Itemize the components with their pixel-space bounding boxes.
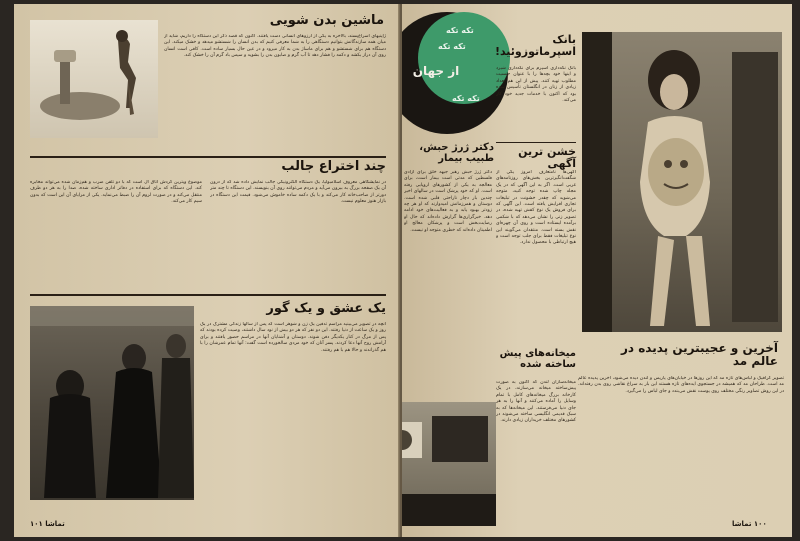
article-title-pubs: میخانه‌های پیش ساخته شده	[499, 348, 576, 370]
funeral-photo	[30, 306, 194, 500]
article-body-harsh-ad: آگهی‌ها نامتعارف امروز یکی از شگفت‌انگیزترین بخش‌های روزنامه‌های غربی است. اگر به این آگهی که در یک مجله چاپ شده توجه کنید، متوجه می‌شوید که چقدر خشونت در تبلیغات تجاری افزایش یافته است. این آگهی که برای فروش یک نوع کفش تهیه شده، در تصویر زنی را نشان می‌دهد که با شکمی برآمده ایستاده است و روی آن چهره‌ای نقش بسته است. منتقدان می‌گویند این نوع تبلیغات فقط برای جلب توجه است و هیچ ارتباطی با محصول ندارد.	[496, 170, 576, 246]
article-title-sperm-bank: بانک اسپرماتوزوئید!	[494, 33, 576, 59]
article-body-pubs: میخانه‌سازان لندن که اکنون به صورت پیش‌ساخته میخانه می‌سازند، در یک کارخانه بزرگ میخانه‌های کامل با تمام وسایل را آماده می‌کنند و آنها را به هر جای دنیا می‌فرستند. این میخانه‌ها که به سبک قدیمی انگلیسی ساخته می‌شوند در کشورهای مختلف خریداران زیادی دارند.	[496, 380, 576, 424]
fashion-photo	[582, 32, 782, 332]
badge-repeat-1: تکه تکه	[446, 26, 474, 35]
section-divider	[496, 142, 576, 143]
magazine-logo: تماشا	[45, 520, 65, 528]
funeral-illustration	[30, 306, 194, 500]
left-page	[14, 4, 400, 537]
article-title-habash: دکتر ژرژ حبش، طبیب بیمار	[419, 142, 494, 164]
article-body-inventions-left: موضوع ویترین گردش اتاق آل‌ است که با دو تلفن ضرب و هم‌زمان شده می‌تواند مخابره کند. این دستگاه که برای استفاده در دفاتر اداری ساخته شده، صدا را به هر دو طرف منتقل می‌کند و در صورت لزوم آن را ضبط می‌نماید. یکی از مزایای آن این است که بدون سیم کار می‌کند.	[30, 180, 202, 205]
badge-repeat-3: تکه تکه	[452, 94, 480, 103]
badge-label: از جهان	[412, 64, 460, 78]
bath-machine-photo	[30, 20, 158, 138]
article-title-fashion: آخرین و عجیبترین پدیده در عالم مد	[620, 341, 778, 369]
article-body-bath-machine: ژاپنیهای اسراع‌پسند، بالاخره به یکی از آرزوهای انسانی دست یافتند. اکنون که قصد ذکر این دستگاه را داریم، شاید از میان همه سازندگانش بتوانیم دستگاهی را به شما معرفی کنیم که بدن انسان را شستشو میدهد و خشک میکند. این دستگاه هم برای شستشو و هم برای ماساژ بدن به کار میرود و در عین حال بسیار ساده است. کافی است انسان روی آن دراز بکشد و دکمه را فشار دهد تا آب گرم و صابون بدن را بشوید و سپس باد گرم آن را خشک کند.	[164, 34, 386, 59]
magazine-logo: تماشا	[732, 520, 752, 528]
section-divider	[30, 156, 386, 158]
article-title-love-grave: یک عشق و یک گور	[266, 301, 386, 316]
badge-repeat-2: تکه تکه	[438, 42, 466, 51]
article-title-inventions: چند اختراع جالب	[281, 159, 386, 174]
fashion-illustration	[582, 32, 782, 332]
article-title-bath-machine: ماشین بدن شویی	[269, 13, 384, 28]
article-body-habash: دکتر ژرژ حبش رهبر جبهه خلق برای آزادی فلسطین که مدتی است بیمار است، برای معالجه به یکی از کشورهای اروپایی رفته است. او که خود پزشک است در سالهای اخیر چندین بار دچار ناراحتی قلبی شده است. دوستان و همرزمانش امیدوارند که او هر چه زودتر بهبود یابد و به فعالیت‌های خود ادامه دهد. خبرگزاری‌ها گزارش داده‌اند که حال او رضایت‌بخش است و پزشکان معالج او اطمینان داده‌اند که خطری متوجه او نیست.	[404, 170, 492, 233]
right-page	[402, 4, 792, 537]
article-body-sperm-bank: بانک نگه‌داری اسپرم برای نگه‌داری شیرد و اینها خود بچه‌ها را با عنوان جنسیت مطلوب تهیه کنند. پیش از این هم تعداد زیادی از زنان در انگلستان تأسیس شده بود که اکنون با خدمات جدید خود کار می‌کند.	[496, 66, 576, 104]
article-body-love-grave: آنچه در تصویر می‌بینید مراسم تدفین یک زن و شوهر است که پس از سالها زندگی مشترک در یک روز و یک ساعت از دنیا رفتند. این دو نفر که هر دو بیش از نود سال داشتند، وصیت کرده بودند که پس از مرگ در کنار یکدیگر دفن شوند. دوستان و آشنایان آنها در مراسم حضور یافتند و برای آرامش روح آنها دعا کردند. پسر آنان که خود مردی سالخورده است گفت: آنها تمام عمرشان را با هم گذراندند و حالا هم با هم رفتند.	[200, 322, 386, 353]
article-title-harsh-ad: خشن ترین آگهی	[518, 145, 576, 171]
article-body-fashion: تصویر گرافیک و لباس‌های تازه مد که این روزها در خیابان‌های پاریس و لندن دیده می‌شود، آخرین پدیده عالم مد است. طراحان مد که همیشه در جستجوی ایده‌های تازه هستند این بار به سراغ نقاشی روی بدن رفته‌اند. در این روش تصاویر رنگی مختلف روی پوست نقش می‌بندد و جای لباس را می‌گیرد.	[578, 376, 784, 394]
pub-photo	[402, 402, 496, 526]
page-number: ١٠١	[30, 520, 43, 528]
article-body-inventions-right: در نمایشگاهی معروف اسلامبولیا، یک دستگاه الکترونیکی جالب نمایش داده شد که از درون آن یک صفحه بزرگ به بیرون می‌آید و مردم می‌توانند روی آن بنویسند. این دستگاه تا چند متر دورتر از صاحب‌خانه کار می‌کند و با یک دکمه ساده خاموش می‌شود. قیمت این دستگاه در بازار هنوز معلوم نیست.	[210, 180, 386, 205]
bath-machine-illustration	[30, 20, 158, 138]
pub-illustration	[402, 402, 496, 526]
section-divider	[30, 294, 386, 296]
right-page-footer	[732, 520, 767, 528]
left-page-footer	[30, 520, 65, 528]
page-number: ١٠٠	[753, 520, 767, 528]
section-badge	[402, 12, 508, 134]
